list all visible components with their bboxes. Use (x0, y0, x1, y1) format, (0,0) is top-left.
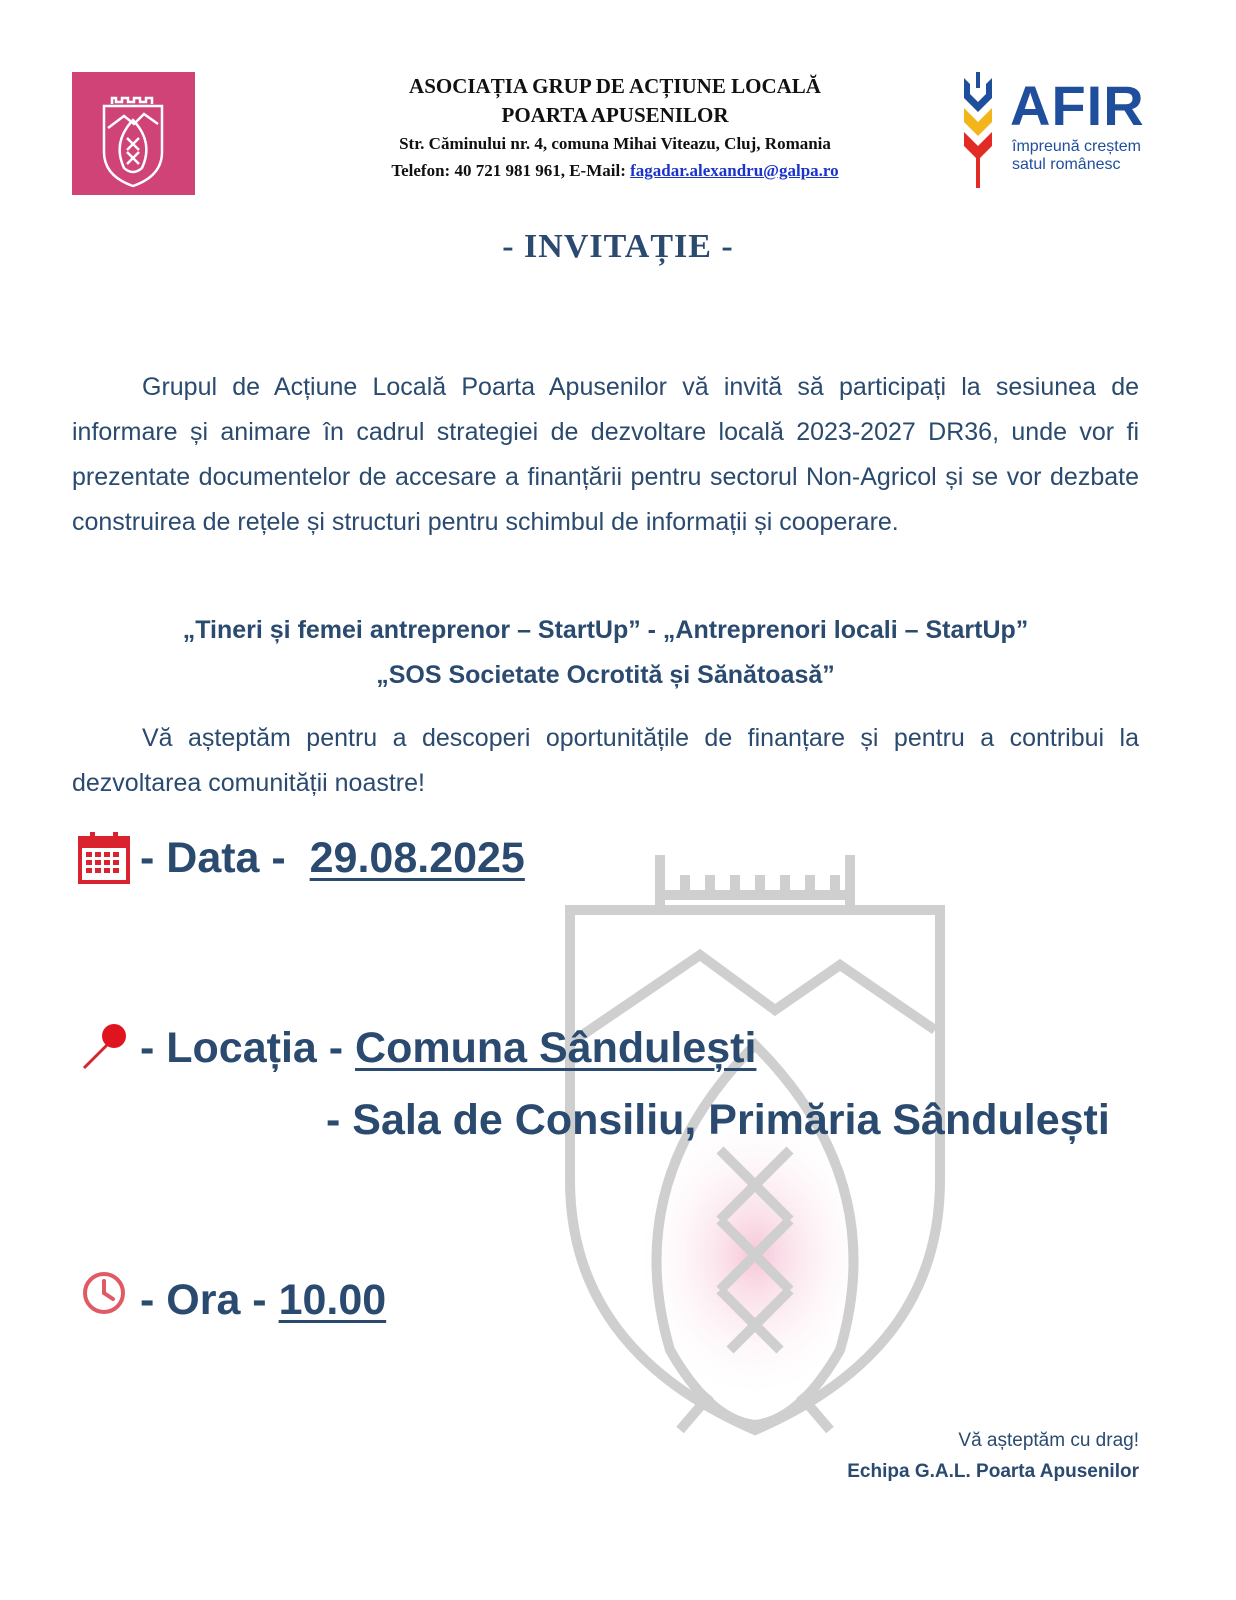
time-row (140, 1272, 386, 1328)
program-titles (72, 608, 1139, 698)
gal-logo (72, 72, 195, 195)
time-label: - Ora - (140, 1276, 279, 1324)
closing-signature: Echipa G.A.L. Poarta Apusenilor (847, 1461, 1139, 1482)
closing (847, 1425, 1139, 1487)
afir-tagline-line1: împreună creștem (1012, 138, 1141, 155)
location-label: - Locația - (140, 1024, 356, 1072)
page-title: - INVITAȚIE - (502, 228, 734, 265)
afir-logo (958, 68, 1148, 193)
clock-icon (82, 1271, 126, 1320)
afir-title: AFIR (1010, 74, 1145, 137)
program-line-1: „Tineri și femei antreprenor – StartUp” - „Antreprenori locali – StartUp” (182, 616, 1029, 644)
afir-emblem-icon (958, 68, 998, 193)
intro-paragraph: Grupul de Acțiune Locală Poarta Apusenilor vă invită să participați la sesiunea de informare și animare în cadrul strategiei de dezvoltare locală 2023-2027 DR36, unde vor fi prezentate documentelor de accesare a finanțării pentru sectorul Non-Agricol și se vor dezbate construirea de rețele și structuri pentru schimbul de informații și cooperare. (72, 373, 1139, 536)
afir-tagline (1012, 138, 1141, 174)
org-name-line2: POARTA APUSENILOR (501, 103, 729, 127)
date-row (140, 830, 525, 886)
calendar-icon (78, 832, 130, 889)
date-value: 29.08.2025 (309, 834, 525, 882)
location-row (140, 1020, 756, 1076)
org-address: Str. Căminului nr. 4, comuna Mihai Viteazu, Cluj, Romania (399, 134, 831, 153)
closing-greeting: Vă așteptăm cu drag! (958, 1430, 1139, 1451)
date-label: - Data - (140, 834, 298, 882)
org-contact (290, 157, 940, 184)
time-value: 10.00 (278, 1276, 387, 1324)
pin-icon (80, 1022, 130, 1077)
org-name-line1: ASOCIAȚIA GRUP DE ACȚIUNE LOCALĂ (409, 74, 821, 98)
location-value: Comuna Sândulești (355, 1024, 757, 1072)
location-venue: - Sala de Consiliu, Primăria Sândulești (326, 1096, 1110, 1144)
contact-phone: Telefon: 40 721 981 961, E-Mail: (391, 161, 631, 180)
organization-header (290, 72, 940, 184)
afir-tagline-line2: satul românesc (1012, 156, 1121, 173)
program-line-2: „SOS Societate Ocrotită și Sănătoasă” (376, 661, 835, 689)
email-link[interactable]: fagadar.alexandru@galpa.ro (630, 161, 839, 180)
invite-paragraph: Vă așteptăm pentru a descoperi oportunitățile de finanțare și pentru a contribui la dezvoltarea comunității noastre! (72, 724, 1139, 797)
